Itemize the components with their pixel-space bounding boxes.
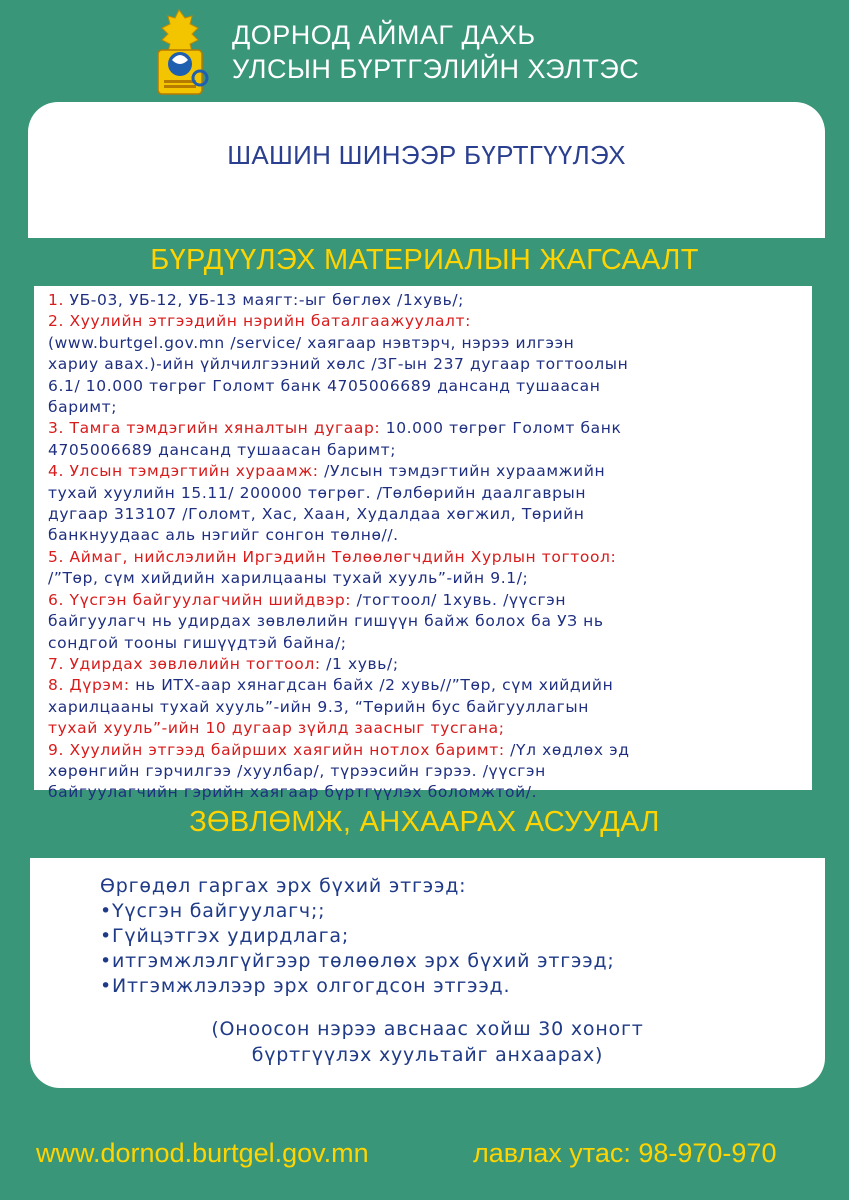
materials-line-text: баримт; bbox=[48, 398, 118, 417]
materials-line bbox=[48, 782, 818, 803]
materials-line-text: 10.000 төгрөг Голомт банк bbox=[380, 419, 622, 438]
materials-line-highlight: 3. Тамга тэмдэгийн хяналтын дугаар: bbox=[48, 419, 381, 438]
materials-line-text: /Үл хөдлөх эд bbox=[504, 740, 630, 759]
advice-line: •Итгэмжлэлээр эрх олгогдсон этгээд. bbox=[100, 975, 511, 997]
materials-line bbox=[48, 290, 818, 311]
materials-line-text: /1 хувь/; bbox=[320, 654, 399, 673]
materials-line bbox=[48, 761, 818, 782]
organization-title-line1: ДОРНОД АЙМАГ ДАХЬ bbox=[232, 20, 536, 50]
materials-heading: БҮРДҮҮЛЭХ МАТЕРИАЛЫН ЖАГСААЛТ bbox=[150, 244, 699, 276]
materials-line-highlight: 5. Аймаг, нийслэлийн Иргэдийн Төлөөлөгчдийн Хурлын тогтоол: bbox=[48, 547, 617, 566]
materials-line-text: хариу авах.)-ийн үйлчилгээний хөлс /ЗГ-ын 237 дугаар тогтоолын bbox=[48, 355, 629, 374]
advice-line: •Үүсгэн байгуулагч;; bbox=[100, 900, 326, 922]
materials-line bbox=[48, 397, 818, 418]
materials-line-text: хөрөнгийн гэрчилгээ /хуулбар/, түрээсийн гэрээ. /үүсгэн bbox=[48, 761, 546, 780]
materials-line-text: (www.burtgel.gov.mn /service/ хаягаар нэвтэрч, нэрээ илгээн bbox=[48, 333, 575, 352]
materials-line-text: байгуулагчийн гэрийн хаягаар бүртгүүлэх боломжтой/. bbox=[48, 783, 538, 802]
materials-line bbox=[48, 525, 818, 546]
organization-title-line2: УЛСЫН БҮРТГЭЛИЙН ХЭЛТЭС bbox=[232, 54, 640, 84]
materials-line bbox=[48, 354, 818, 375]
materials-line bbox=[48, 675, 818, 696]
advice-line: •итгэмжлэлгүйгээр төлөөлөх эрх бүхий этгээд; bbox=[100, 950, 615, 972]
materials-line bbox=[48, 440, 818, 461]
materials-line bbox=[48, 633, 818, 654]
advice-note-line: (Оноосон нэрээ авснаас хойш 30 хоногт bbox=[211, 1018, 644, 1040]
materials-line-highlight: 4. Улсын тэмдэгтийн хураамж: bbox=[48, 462, 319, 481]
materials-line-highlight: 1. bbox=[48, 291, 64, 309]
materials-line-highlight: тухай хууль”-ийн 10 дугаар зүйлд заасныг тусгана; bbox=[48, 719, 505, 738]
materials-line-highlight: 7. Удирдах зөвлөлийн тогтоол: bbox=[48, 654, 321, 673]
organization-title bbox=[232, 18, 639, 86]
materials-line bbox=[48, 311, 818, 332]
materials-line bbox=[48, 418, 818, 439]
service-title: ШАШИН ШИНЭЭР БҮРТГҮҮЛЭХ bbox=[227, 140, 626, 170]
materials-line-text: харилцааны тухай хууль”-ийн 9.3, “Төрийн бус байгууллагын bbox=[48, 697, 589, 716]
materials-line-text: банкнуудаас аль нэгийг сонгон төлнө//. bbox=[48, 526, 399, 545]
materials-line bbox=[48, 611, 818, 632]
advice-heading: ЗӨВЛӨМЖ, АНХААРАХ АСУУДАЛ bbox=[189, 806, 660, 838]
materials-line bbox=[48, 697, 818, 718]
materials-line bbox=[48, 376, 818, 397]
advice-note bbox=[30, 1016, 825, 1068]
materials-line-text: нь ИТХ-аар хянагдсан байх /2 хувь//”Төр, сүм хийдийн bbox=[129, 676, 614, 695]
materials-line-text: 4705006689 дансанд тушаасан баримт; bbox=[48, 440, 397, 459]
materials-line bbox=[48, 590, 818, 611]
advice-list bbox=[100, 874, 615, 999]
materials-line-text: 6.1/ 10.000 төгрөг Голомт банк 4705006689 дансанд тушаасан bbox=[48, 376, 601, 395]
materials-line bbox=[48, 547, 818, 568]
materials-line bbox=[48, 504, 818, 525]
materials-line-highlight: 6. Үүсгэн байгуулагчийн шийдвэр: bbox=[48, 590, 352, 609]
materials-line bbox=[48, 740, 818, 761]
footer-website-link[interactable]: www.dornod.burtgel.gov.mn bbox=[36, 1138, 369, 1168]
materials-line bbox=[48, 654, 818, 675]
materials-line-highlight: 8. Дүрэм: bbox=[48, 676, 130, 695]
materials-line bbox=[48, 461, 818, 482]
advice-line: Өргөдөл гаргах эрх бүхий этгээд: bbox=[100, 875, 467, 897]
materials-line-text: байгуулагч нь удирдах зөвлөлийн гишүүн байж болох ба УЗ нь bbox=[48, 612, 604, 631]
materials-list bbox=[48, 290, 818, 804]
advice-note-line: бүртгүүлэх хуультайг анхаарах) bbox=[251, 1044, 604, 1066]
agency-emblem-icon bbox=[148, 8, 210, 96]
materials-line bbox=[48, 333, 818, 354]
materials-line-highlight: 9. Хуулийн этгээд байрших хаягийн нотлох баримт: bbox=[48, 740, 505, 759]
materials-line bbox=[48, 718, 818, 739]
advice-line: •Гүйцэтгэх удирдлага; bbox=[100, 925, 350, 947]
materials-line-text: УБ-03, УБ-12, УБ-13 маягт:-ыг бөглөх /1хувь/; bbox=[64, 291, 464, 309]
materials-line-text: /”Төр, сүм хийдийн харилцааны тухай хууль”-ийн 9.1/; bbox=[48, 569, 529, 588]
materials-line-text: тухай хуулийн 15.11/ 200000 төгрөг. /Төлбөрийн даалгаврын bbox=[48, 483, 587, 502]
materials-line-text: /тогтоол/ 1хувь. /үүсгэн bbox=[351, 590, 567, 609]
materials-line bbox=[48, 483, 818, 504]
materials-line-text: /Улсын тэмдэгтийн хураамжийн bbox=[318, 462, 606, 481]
materials-line-text: дугаар 313107 /Голомт, Хас, Хаан, Худалдаа хөгжил, Төрийн bbox=[48, 505, 585, 524]
materials-line-highlight: 2. Хуулийн этгээдийн нэрийн баталгаажуулалт: bbox=[48, 312, 472, 331]
materials-line-text: сондгой тооны гишүүдтэй байна/; bbox=[48, 633, 347, 652]
footer-phone: лавлах утас: 98-970-970 bbox=[473, 1138, 777, 1168]
materials-line bbox=[48, 568, 818, 589]
